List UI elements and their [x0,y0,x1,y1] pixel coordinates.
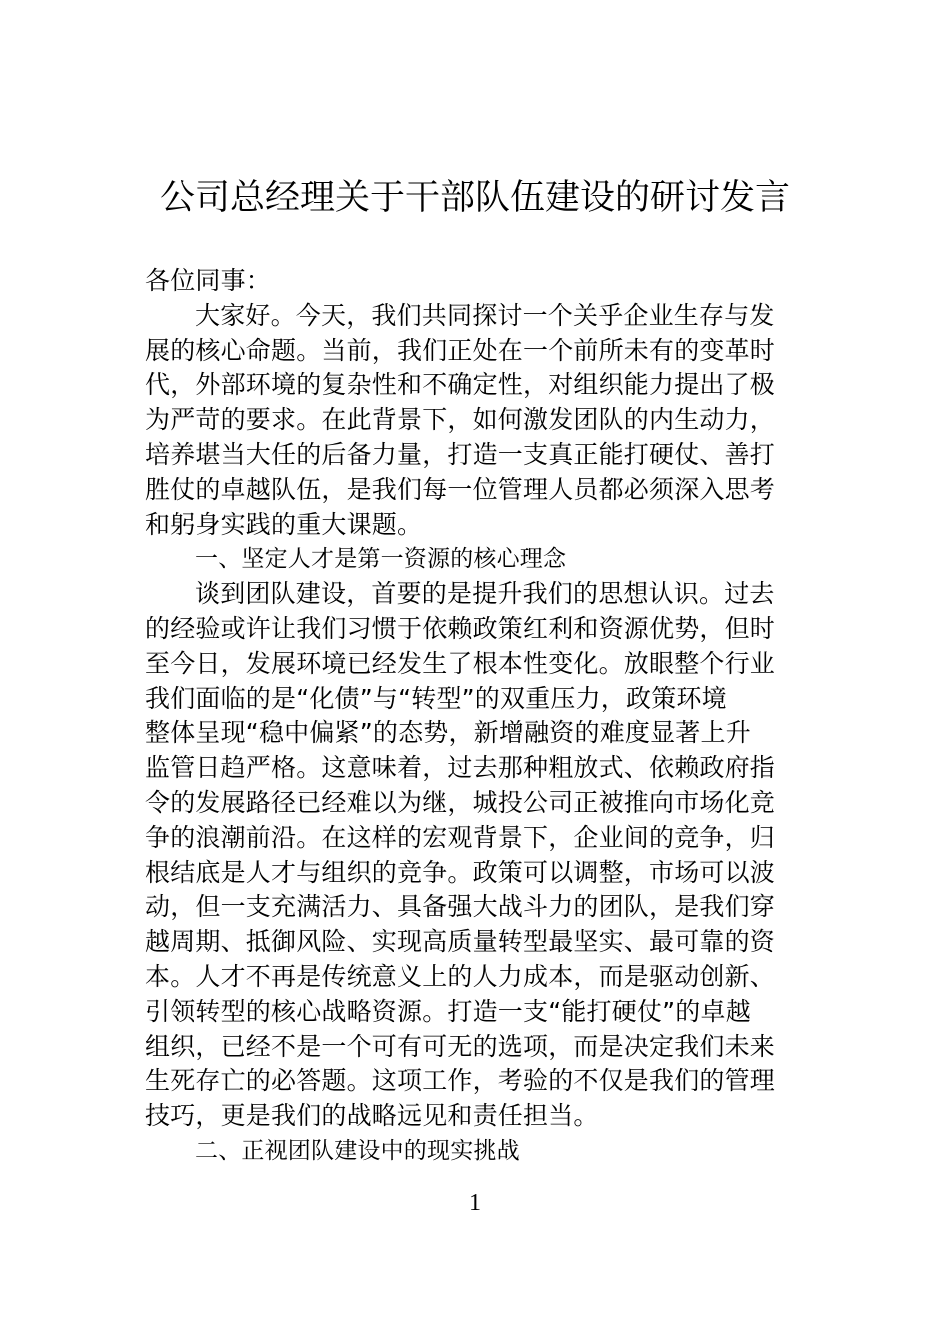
paragraph-line: 本。人才不再是传统意义上的人力成本，而是驱动创新、 [145,961,776,991]
paragraph-line: 争的浪潮前沿。在这样的宏观背景下，企业间的竞争，归 [145,822,776,852]
paragraph-line: 技巧，更是我们的战略远见和责任担当。 [145,1101,599,1131]
paragraph-line: 我们面临的是“化债”与“转型”的双重压力，政策环境 [145,683,727,713]
paragraph-line: 代，外部环境的复杂性和不确定性，对组织能力提出了极 [145,370,776,400]
section-heading-2: 二、正视团队建设中的现实挑战 [195,1137,520,1164]
paragraph-line: 动，但一支充满活力、具备强大战斗力的团队，是我们穿 [145,892,776,922]
paragraph-line: 谈到团队建设，首要的是提升我们的思想认识。过去 [195,579,775,609]
paragraph-line: 整体呈现“稳中偏紧”的态势，新增融资的难度显著上升 [145,718,751,748]
paragraph-line: 展的核心命题。当前，我们正处在一个前所未有的变革时 [145,335,776,365]
paragraph-line: 和躬身实践的重大课题。 [145,509,423,539]
document-body [145,264,807,1169]
paragraph-line: 越周期、抵御风险、实现高质量转型最坚实、最可靠的资 [145,927,776,957]
paragraph-line: 令的发展路径已经难以为继，城投公司正被推向市场化竞 [145,787,776,817]
paragraph-line: 引领转型的核心战略资源。打造一支“能打硬仗”的卓越 [145,996,751,1026]
document-title: 公司总经理关于干部队伍建设的研讨发言 [159,178,790,218]
page-number: 1 [469,1190,481,1216]
paragraph-line: 组织，已经不是一个可有可无的选项，而是决定我们未来 [145,1031,776,1061]
paragraph-line: 为严苛的要求。在此背景下，如何激发团队的内生动力， [145,405,776,435]
paragraph-line: 至今日，发展环境已经发生了根本性变化。放眼整个行业 [145,648,776,678]
paragraph-line: 培养堪当大任的后备力量，打造一支真正能打硬仗、善打 [145,439,776,469]
paragraph-line: 胜仗的卓越队伍，是我们每一位管理人员都必须深入思考 [145,474,776,504]
paragraph-line: 大家好。今天，我们共同探讨一个关乎企业生存与发 [195,300,775,330]
section-heading-1: 一、坚定人才是第一资源的核心理念 [195,546,567,573]
paragraph-line: 监管日趋严格。这意味着，过去那种粗放式、依赖政府指 [145,753,776,783]
salutation-line: 各位同事： [145,266,272,295]
paragraph-line: 生死存亡的必答题。这项工作，考验的不仅是我们的管理 [145,1066,776,1096]
paragraph-line: 根结底是人才与组织的竞争。政策可以调整，市场可以波 [145,857,776,887]
paragraph-line: 的经验或许让我们习惯于依赖政策红利和资源优势，但时 [145,613,776,643]
